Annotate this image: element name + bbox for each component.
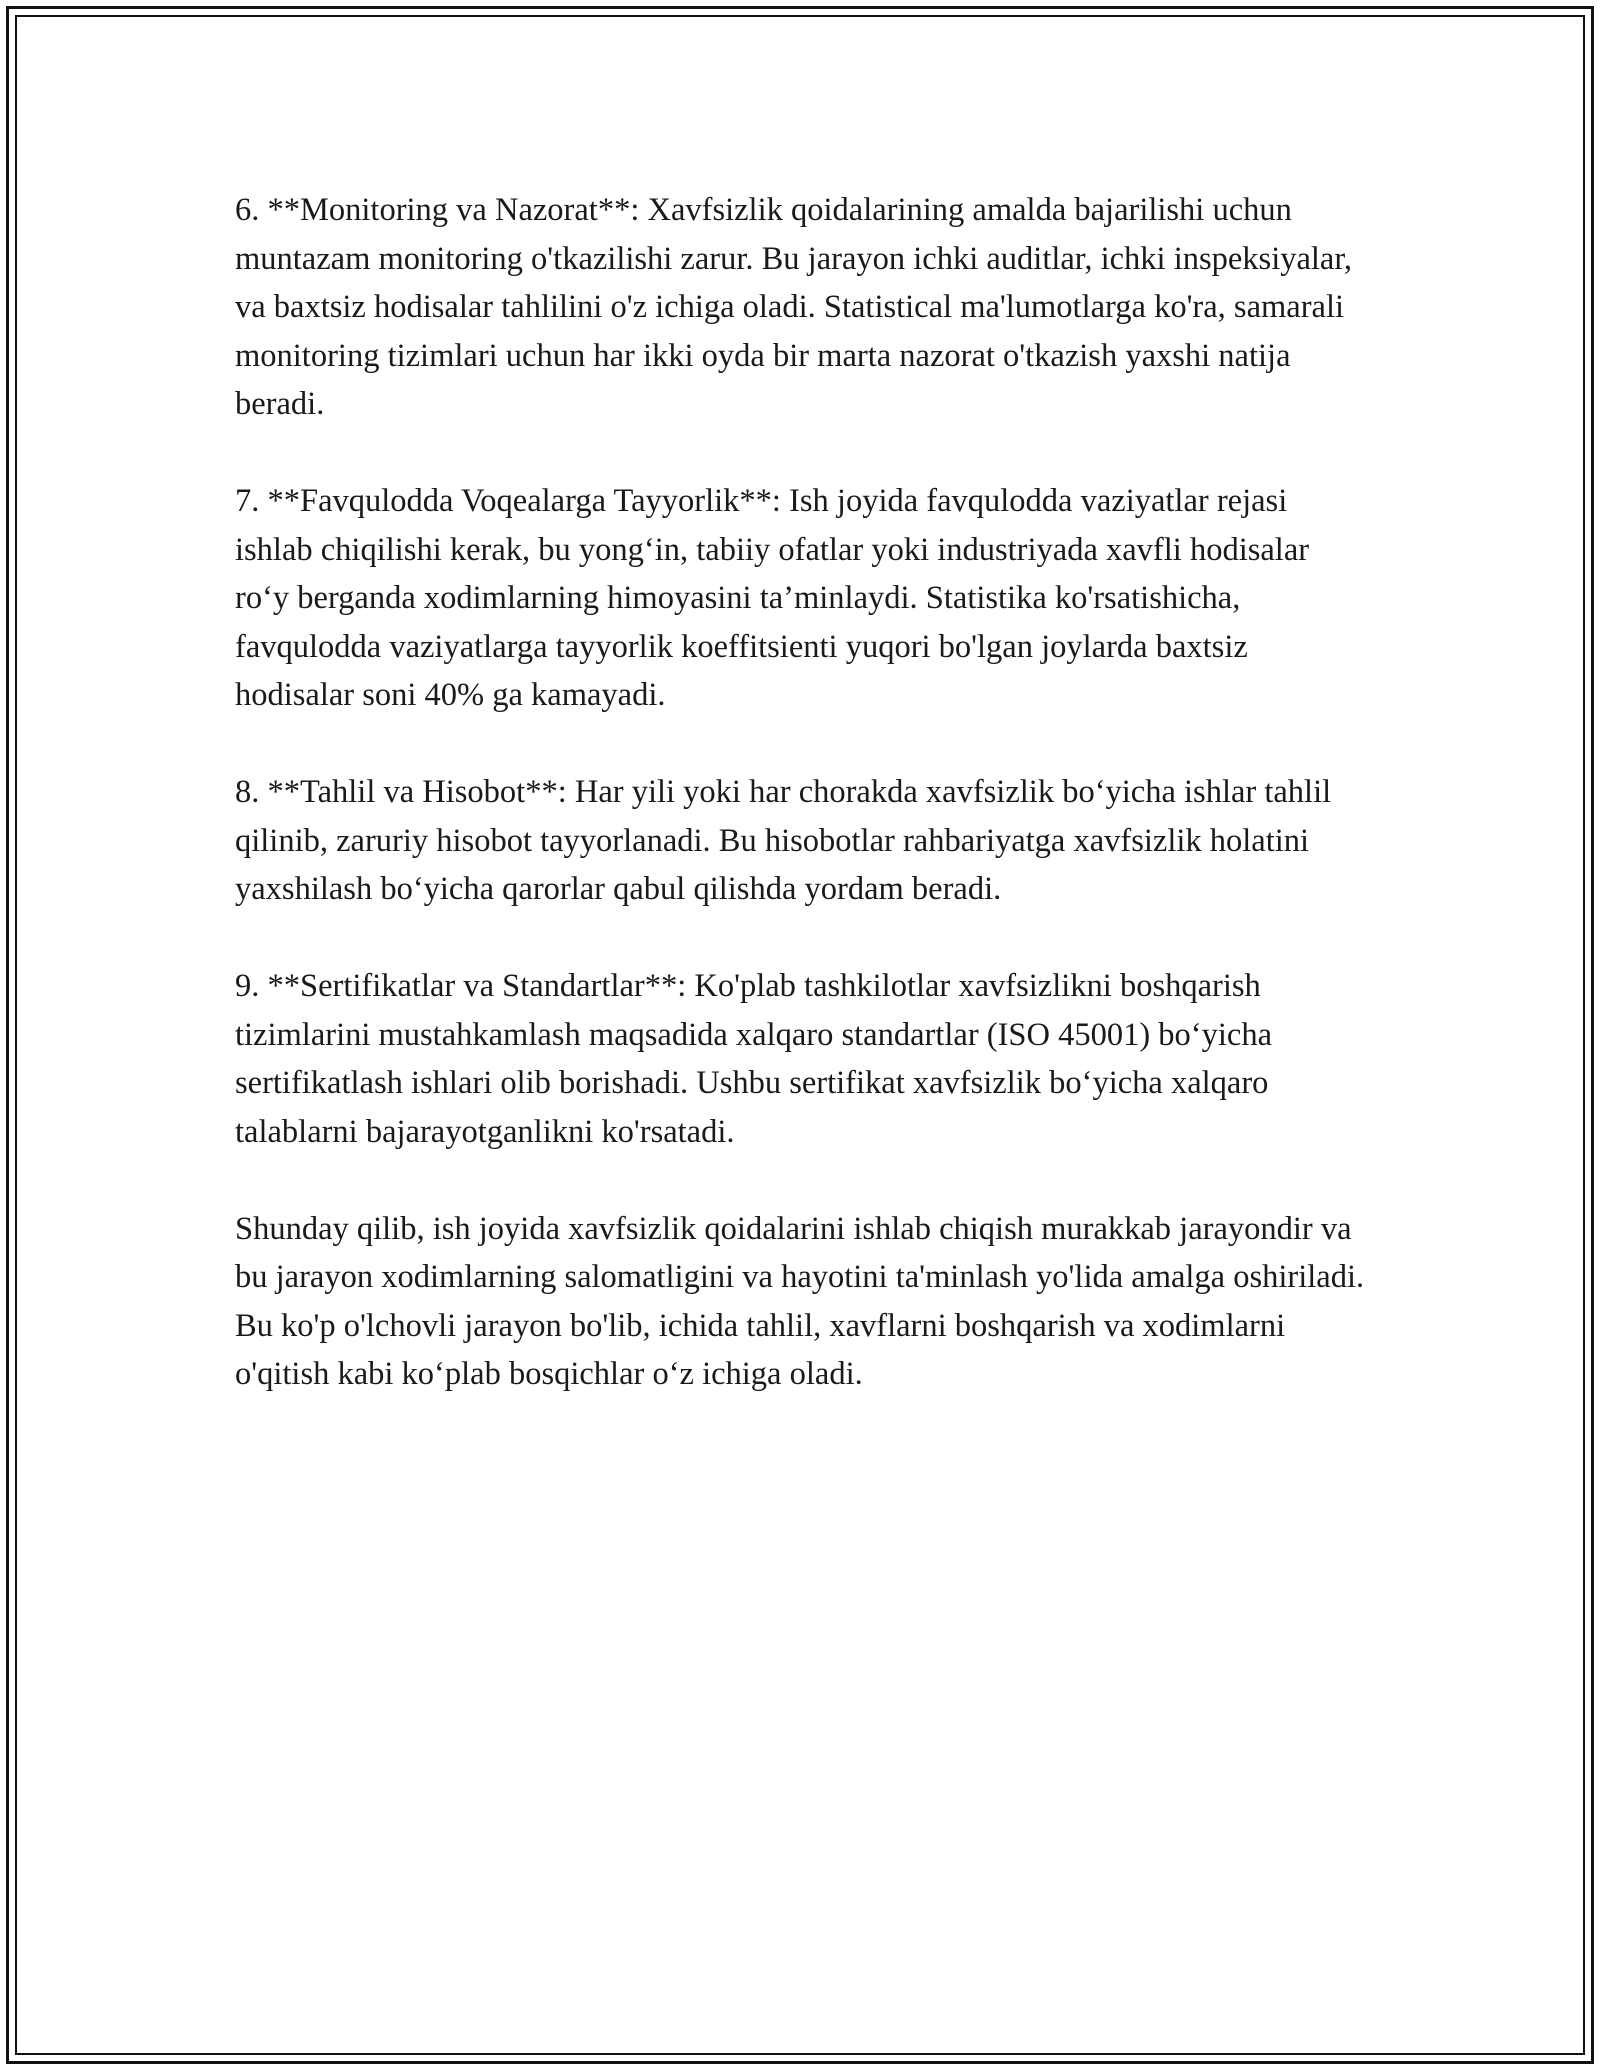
paragraph-certificates-standards: 9. **Sertifikatlar va Standartlar**: Ko'plab tashkilotlar xavfsizlikni boshqarish tizimlarini mustahkamlash maqsadida xalqaro standartlar (ISO 45001) bo‘yicha sertifikatlash ishlari olib borishadi. Ushbu sertifikat xavfsizlik bo‘yicha xalqaro talablarni bajarayotganlikni ko'rsatadi. [235,968,1273,1150]
document-body [235,186,1365,1447]
paragraph-analysis-reporting: 8. **Tahlil va Hisobot**: Har yili yoki har chorakda xavfsizlik bo‘yicha ishlar tahlil qilinib, zaruriy hisobot tayyorlanadi. Bu hisobotlar rahbariyatga xavfsizlik holatini yaxshilash bo‘yicha qarorlar qabul qilishda yordam beradi. [235,774,1332,907]
paragraph-emergency-preparedness: 7. **Favqulodda Voqealarga Tayyorlik**: Ish joyida favqulodda vaziyatlar rejasi ishlab chiqilishi kerak, bu yong‘in, tabiiy ofatlar yoki industriyada xavfli hodisalar ro‘y berganda xodimlarning himoyasini ta’minlaydi. Statistika ko'rsatishicha, favqulodda vaziyatlarga tayyorlik koeffitsienti yuqori bo'lgan joylarda baxtsiz hodisalar soni 40% ga kamayadi. [235,483,1310,713]
paragraph-conclusion: Shunday qilib, ish joyida xavfsizlik qoidalarini ishlab chiqish murakkab jarayondir va bu jarayon xodimlarning salomatligini va hayotini ta'minlash yo'lida amalga oshiriladi. Bu ko'p o'lchovli jarayon bo'lib, ichida tahlil, xavflarni boshqarish va xodimlarni o'qitish kabi ko‘plab bosqichlar o‘z ichiga oladi. [235,1210,1365,1392]
paragraph-monitoring: 6. **Monitoring va Nazorat**: Xavfsizlik qoidalarining amalda bajarilishi uchun muntazam monitoring o'tkazilishi zarur. Bu jarayon ichki auditlar, ichki inspeksiyalar, va baxtsiz hodisalar tahlilini o'z ichiga oladi. Statistical ma'lumotlarga ko'ra, samarali monitoring tizimlari uchun har ikki oyda bir marta nazorat o'tkazish yaxshi natija beradi. [235,192,1352,422]
